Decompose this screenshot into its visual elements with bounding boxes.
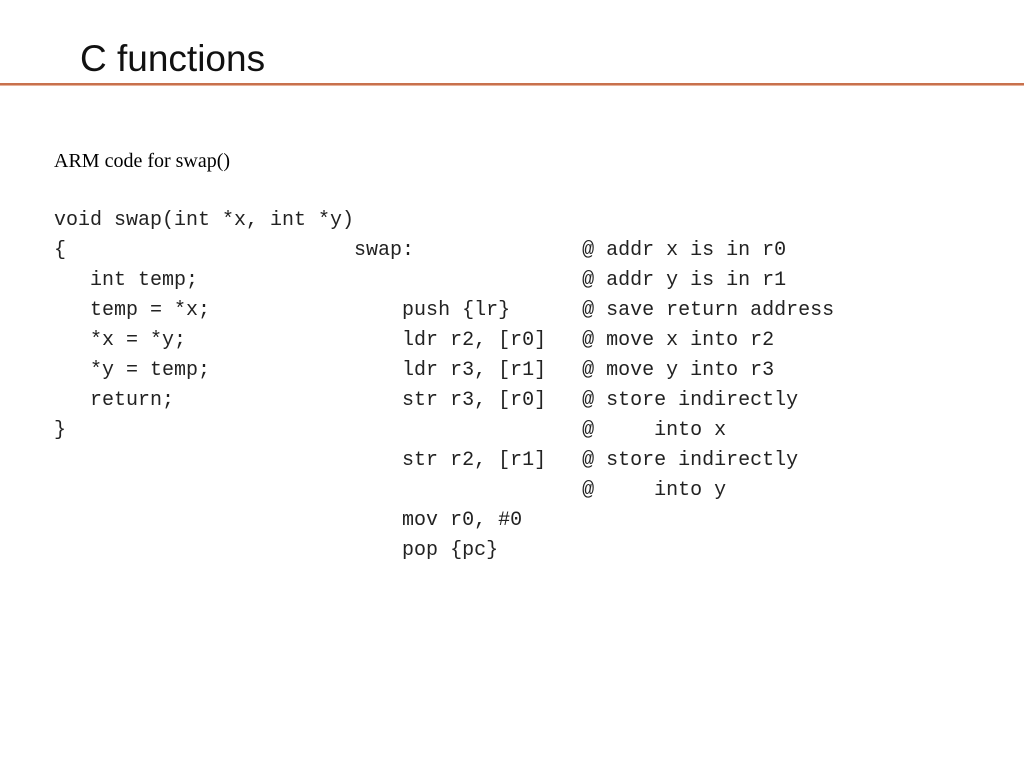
code-line: @ into y (54, 479, 727, 502)
code-line: str r2, [r1] @ store indirectly (54, 449, 799, 472)
code-line: return; str r3, [r0] @ store indirectly (54, 389, 799, 412)
code-line: { swap: @ addr x is in r0 (54, 239, 787, 262)
code-line: mov r0, #0 (54, 509, 523, 532)
title-divider (0, 83, 1024, 86)
code-line: *y = temp; ldr r3, [r1] @ move y into r3 (54, 359, 775, 382)
code-line: int temp; @ addr y is in r1 (54, 269, 787, 292)
code-line: *x = *y; ldr r2, [r0] @ move x into r2 (54, 329, 775, 352)
code-line: pop {pc} (54, 539, 499, 562)
slide-subtitle: ARM code for swap() (54, 150, 231, 172)
code-line: } @ into x (54, 419, 727, 442)
code-line: temp = *x; push {lr} @ save return address (54, 299, 835, 322)
code-line: void swap(int *x, int *y) (54, 209, 355, 232)
code-listing (54, 206, 834, 566)
slide-title: C functions (80, 38, 266, 79)
